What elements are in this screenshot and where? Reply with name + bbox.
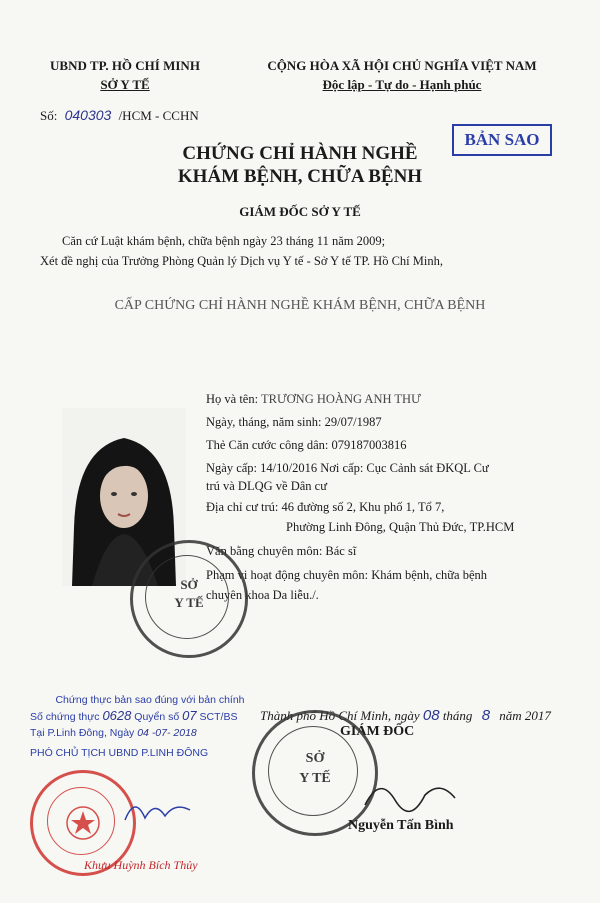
cert-book-value: 07	[182, 708, 197, 723]
issue-place: Cục Cảnh sát ĐKQL Cư	[366, 461, 489, 475]
address-line-1: 46 đường số 2, Khu phố 1, Tổ 7,	[281, 500, 445, 514]
signer-title: GIÁM ĐỐC	[340, 724, 415, 739]
degree-value: Bác sĩ	[325, 544, 357, 558]
dob-label: Ngày, tháng, năm sinh:	[206, 415, 322, 429]
issue-label: Ngày cấp:	[206, 461, 258, 475]
address-label: Địa chỉ cư trú:	[206, 500, 279, 514]
signer-name: Nguyễn Tấn Bình	[348, 818, 454, 833]
dob-row	[206, 415, 382, 430]
department-seal-photo	[130, 540, 248, 658]
name-label: Họ và tên:	[206, 392, 259, 406]
country-name: CỘNG HÒA XÃ HỘI CHỦ NGHĨA VIỆT NAM	[267, 58, 537, 73]
scope-row	[206, 568, 487, 583]
place-date-year: năm 2017	[499, 708, 551, 723]
document-number	[40, 107, 199, 124]
seal-sig-center-top: SỞ	[305, 751, 325, 766]
place-date-month-label: tháng	[442, 708, 473, 723]
cert-line-4: PHÓ CHỦ TỊCH UBND P.LINH ĐÔNG	[30, 747, 209, 759]
seal-center-top: SỞ	[180, 577, 198, 592]
place-date-month: 8	[481, 707, 491, 724]
place-date-prefix: Thành phố Hồ Chí Minh, ngày	[260, 708, 420, 723]
cert-book-label: Quyển số	[134, 711, 180, 723]
legal-basis-1: Căn cứ Luật khám bệnh, chữa bệnh ngày 23 tháng 11 năm 2009;	[62, 234, 386, 248]
number-value: 040303	[64, 107, 112, 123]
address-row	[206, 500, 444, 515]
seal-center-bottom: Y TẾ	[174, 595, 204, 610]
place-date-day: 08	[422, 707, 440, 724]
title-line-2: KHÁM BỆNH, CHỮA BỆNH	[177, 166, 423, 187]
copy-stamp: BẢN SAO	[452, 124, 552, 156]
issue-place-continued: trú và DLQG về Dân cư	[206, 479, 327, 493]
seal-sig-center-bottom: Y TẾ	[299, 771, 331, 786]
certification-stamp	[30, 692, 270, 761]
ward-signer-name: Khưu Huỳnh Bích Thủy	[84, 858, 198, 872]
degree-label: Văn bằng chuyên môn:	[206, 544, 323, 558]
name-value: TRƯƠNG HOÀNG ANH THƯ	[260, 392, 421, 406]
motto: Độc lập - Tự do - Hạnh phúc	[322, 77, 482, 92]
issue-date: 14/10/2016	[260, 461, 318, 475]
scope-value: Khám bệnh, chữa bệnh	[371, 568, 488, 582]
number-label: Số:	[40, 108, 58, 123]
grant-statement: CẤP CHỨNG CHỈ HÀNH NGHỀ KHÁM BỆNH, CHỮA BỆNH	[114, 298, 486, 313]
id-value: 079187003816	[331, 438, 407, 452]
cert-number-label: Số chứng thực	[30, 711, 100, 723]
cert-line-3	[30, 725, 270, 741]
cert-date-label: Tại P.Linh Đông, Ngày	[30, 727, 135, 739]
signature-mark	[360, 770, 470, 825]
legal-basis-2: Xét đề nghị của Trưởng Phòng Quản lý Dịch vụ Y tế - Sở Y tế TP. Hồ Chí Minh,	[40, 254, 443, 268]
address-line-2: Phường Linh Đông, Quận Thủ Đức, TP.HCM	[286, 520, 515, 534]
name-row	[206, 392, 421, 407]
scope-label: Phạm vi hoạt động chuyên môn:	[206, 568, 369, 582]
department-name: SỞ Y TẾ	[100, 77, 150, 92]
dob-value: 29/07/1987	[324, 415, 382, 429]
scope-value-continued: chuyên khoa Da liễu./.	[206, 588, 319, 602]
cert-line-1: Chứng thực bản sao đúng với bản chính	[55, 694, 245, 706]
emblem-icon	[63, 803, 103, 843]
cert-line-2	[30, 708, 270, 725]
title-line-1: CHỨNG CHỈ HÀNH NGHỀ	[182, 143, 418, 164]
ward-signature-icon	[120, 790, 200, 830]
ward-signature-mark	[120, 790, 200, 835]
issue-row	[206, 461, 489, 476]
issuer: GIÁM ĐỐC SỞ Y TẾ	[239, 204, 361, 219]
issue-place-label: Nơi cấp:	[320, 461, 364, 475]
id-label: Thẻ Căn cước công dân:	[206, 438, 329, 452]
cert-number-value: 0628	[102, 708, 132, 723]
id-row	[206, 438, 407, 453]
number-suffix: /HCM - CCHN	[118, 108, 199, 123]
org-name: UBND TP. HỒ CHÍ MINH	[50, 58, 200, 73]
signature-icon	[360, 770, 470, 820]
cert-number-suffix: SCT/BS	[199, 711, 238, 723]
cert-date-value: 04 -07- 2018	[137, 727, 197, 739]
